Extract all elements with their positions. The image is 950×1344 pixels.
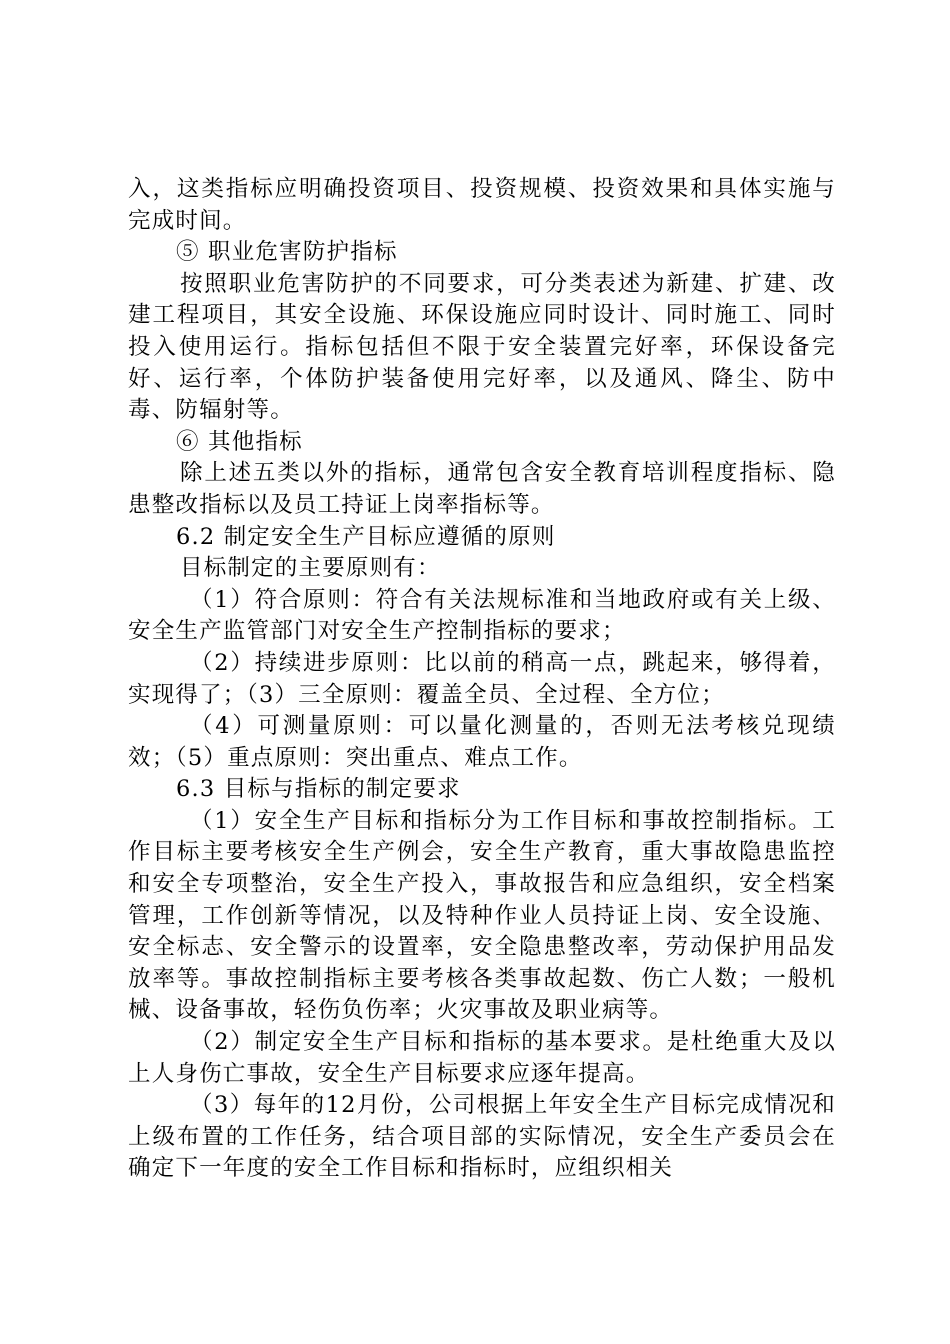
section-heading: 6.3 目标与指标的制定要求 — [176, 776, 461, 803]
document-body — [128, 174, 836, 1185]
section-heading: ⑥ 其他指标 — [176, 428, 303, 455]
numbered-item: （2）制定安全生产目标和指标的基本要求。是杜绝重大及以上人身伤亡事故，安全生产目标要求应逐年提高。 — [128, 1029, 836, 1087]
numbered-item: （3）每年的12月份，公司根据上年安全生产目标完成情况和上级布置的工作任务，结合项目部的实际情况，安全生产委员会在确定下一年度的安全工作目标和指标时，应组织相关 — [128, 1092, 836, 1182]
paragraph: 入，这类指标应明确投资项目、投资规模、投资效果和具体实施与完成时间。 — [128, 176, 836, 234]
section-heading: ⑤ 职业危害防护指标 — [176, 239, 398, 266]
numbered-item: （2）持续进步原则：比以前的稍高一点，跳起来，够得着，实现得了；（3）三全原则：覆盖全员、全过程、全方位； — [128, 649, 836, 708]
numbered-item: （1）符合原则：符合有关法规标准和当地政府或有关上级、安全生产监管部门对安全生产控制指标的要求； — [128, 586, 836, 645]
numbered-item: （1）安全生产目标和指标分为工作目标和事故控制指标。工作目标主要考核安全生产例会，安全生产教育，重大事故隐患监控和安全专项整治，安全生产投入，事故报告和应急组织，安全档案管理，工作创新等情况，以及特种作业人员持证上岗、安全设施、安全标志、安全警示的设置率，安全隐患整改率，劳动保护用品发放率等。事故控制指标主要考核各类事故起数、伤亡人数；一般机械、设备事故，轻伤负伤率；火灾事故及职业病等。 — [128, 807, 836, 1024]
paragraph: 目标制定的主要原则有： — [180, 555, 441, 582]
section-heading: 6.2 制定安全生产目标应遵循的原则 — [176, 523, 556, 550]
numbered-item: （4）可测量原则：可以量化测量的，否则无法考核兑现绩效；（5）重点原则：突出重点、难点工作。 — [128, 713, 836, 771]
paragraph: 按照职业危害防护的不同要求，可分类表述为新建、扩建、改建工程项目，其安全设施、环保设施应同时设计、同时施工、同时投入使用运行。指标包括但不限于安全装置完好率，环保设备完好、运行率，个体防护装备使用完好率，以及通风、降尘、防中毒、防辐射等。 — [128, 270, 836, 424]
paragraph: 除上述五类以外的指标，通常包含安全教育培训程度指标、隐患整改指标以及员工持证上岗率指标等。 — [128, 460, 836, 518]
